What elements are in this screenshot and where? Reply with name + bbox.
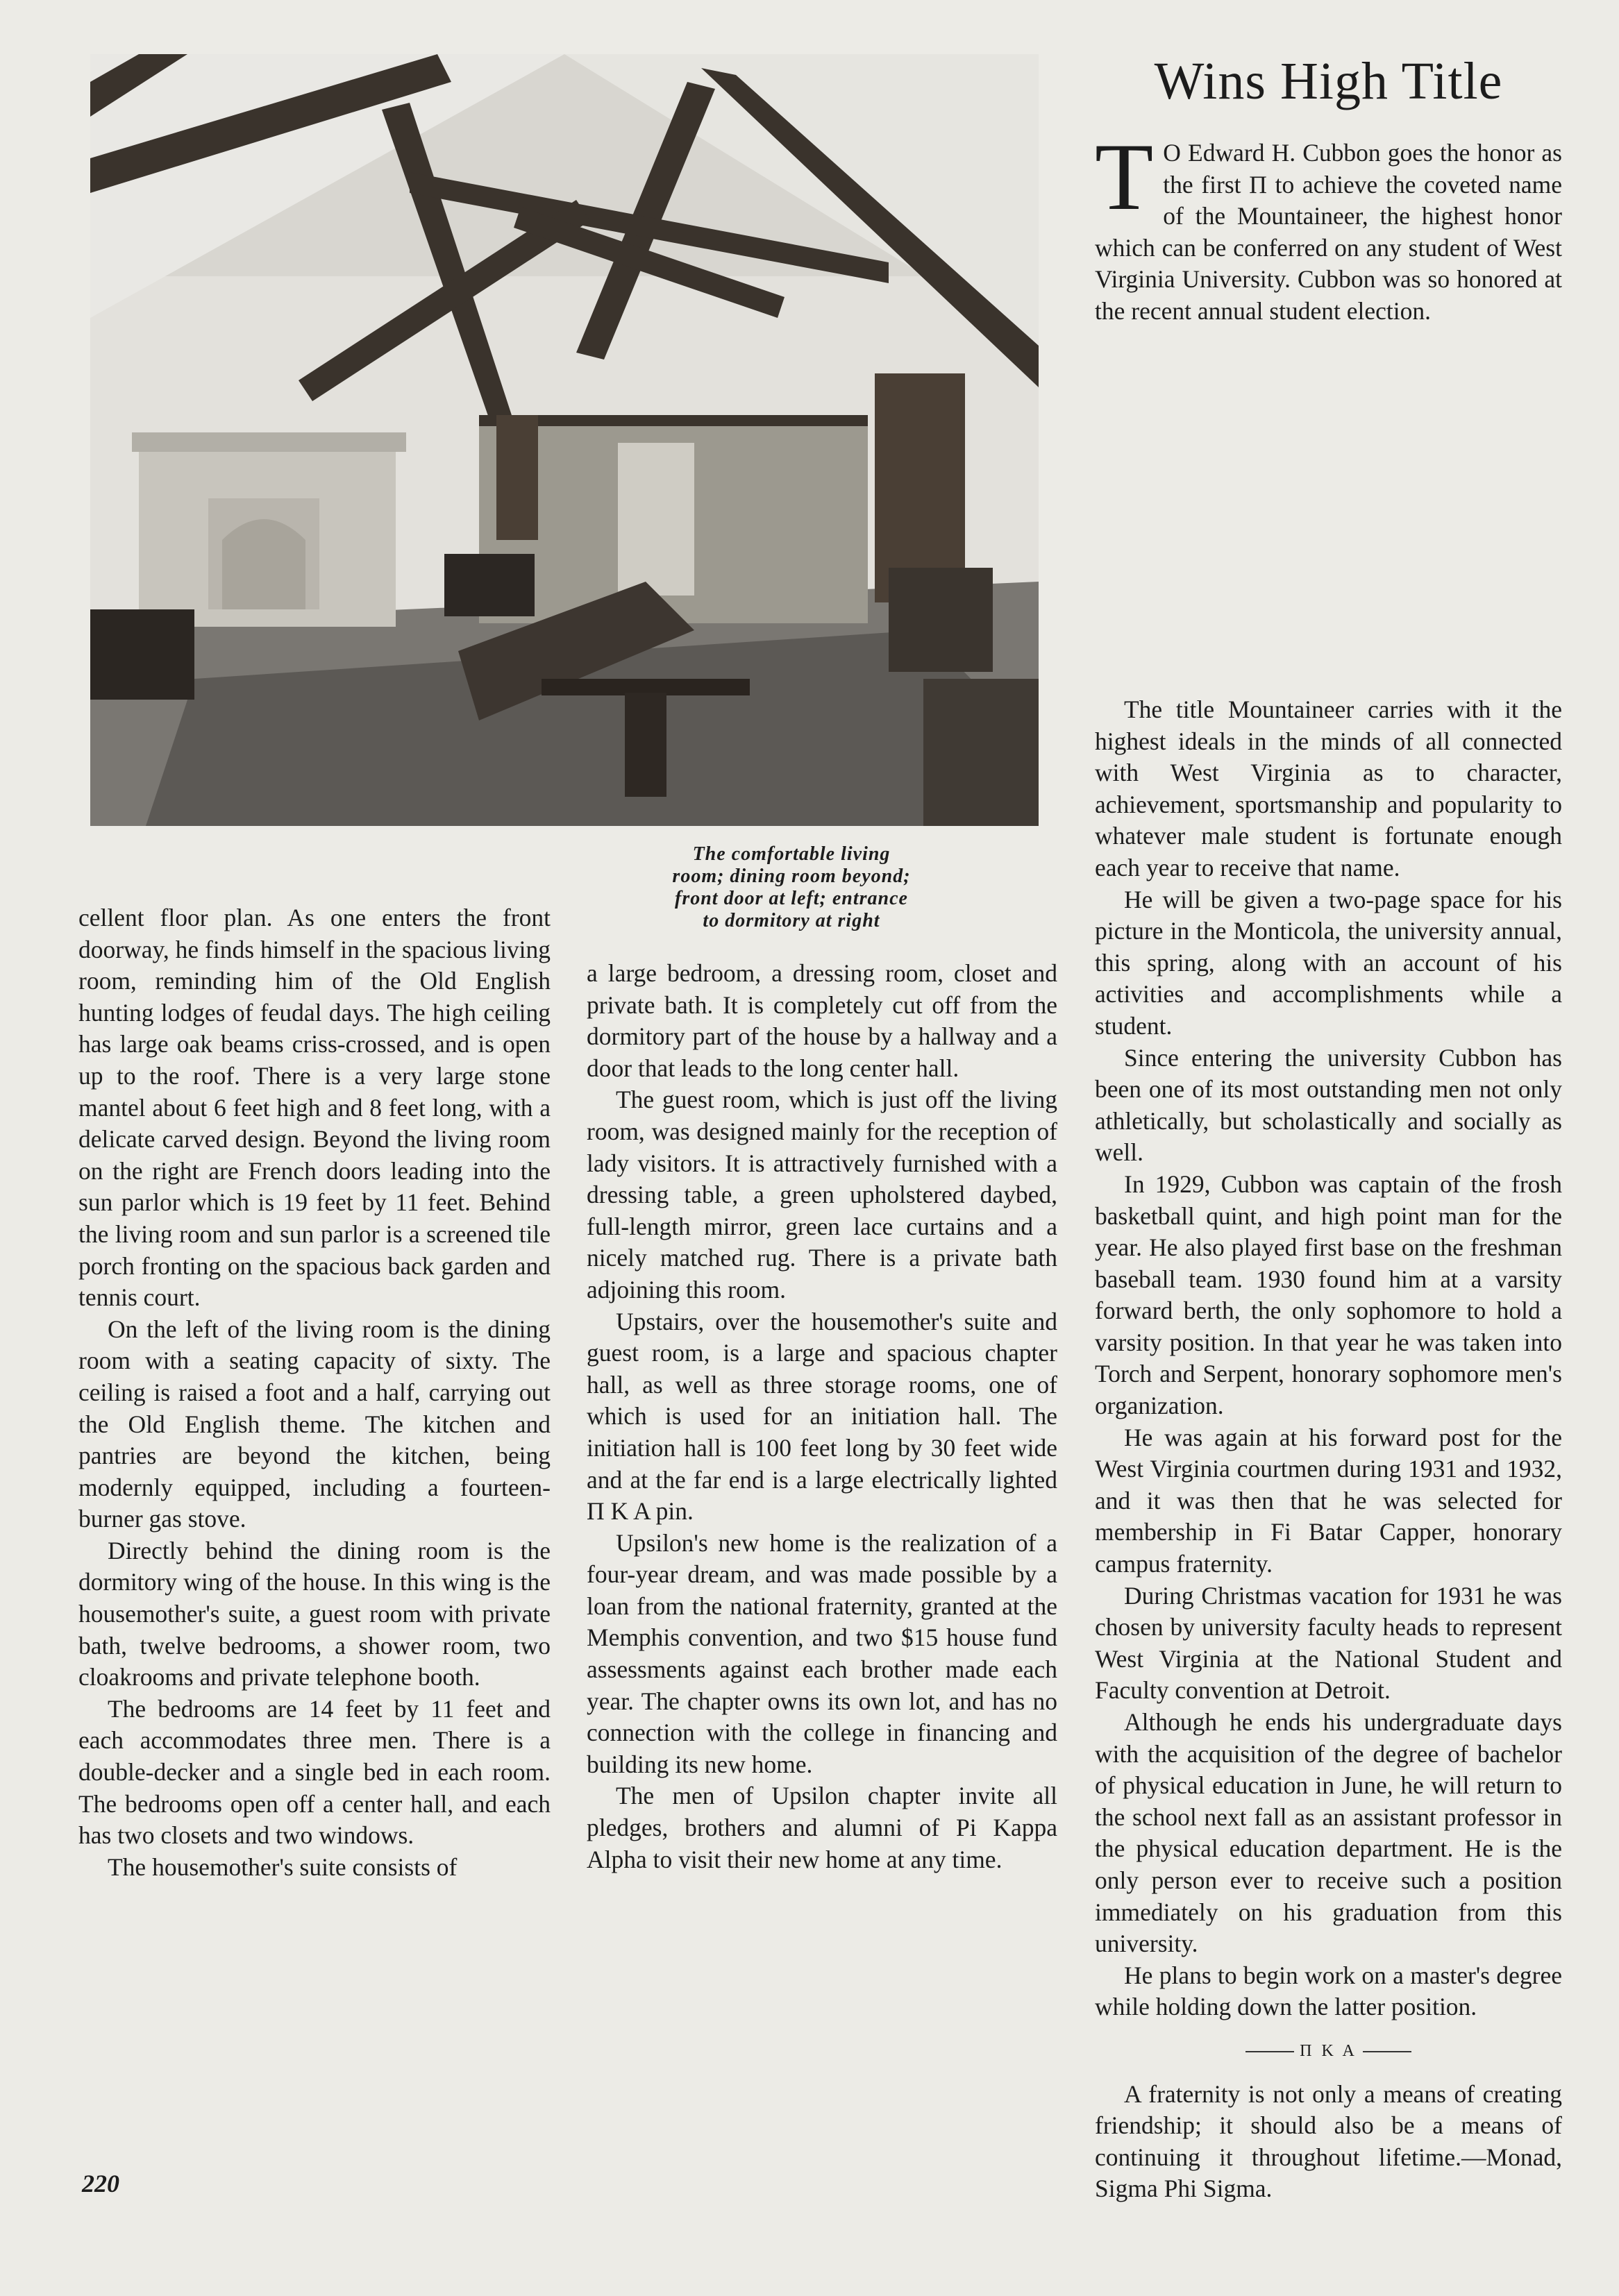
living-room-illustration bbox=[90, 54, 1039, 826]
paragraph: The bedrooms are 14 feet by 11 feet and each accommodates three men. There is a double-decker and a single bed in each room. The bedrooms open off a center hall, and each has two closets and two windows. bbox=[78, 1694, 551, 1850]
paragraph: Directly behind the dining room is the dormitory wing of the house. In this wing is the housemother's suite, a guest room with private bath, twelve bedrooms, a shower room, two cloakrooms and private telephone booth. bbox=[78, 1536, 551, 1691]
article-column-3 bbox=[1095, 694, 1562, 2205]
section-divider bbox=[1095, 2036, 1562, 2068]
divider-label: Π K A bbox=[1300, 2041, 1357, 2060]
article-column-1 bbox=[78, 902, 551, 1883]
paragraph: During Christmas vacation for 1931 he was chosen by university faculty heads to represent West Virginia at the National Student and Faculty convention at Detroit. bbox=[1095, 1581, 1562, 1705]
paragraph: The title Mountaineer carries with it the highest ideals in the minds of all connected with West Virginia as to character, achievement, sportsmanship and popularity to whatever male student is fortunate enough each year to receive that name. bbox=[1095, 695, 1562, 881]
paragraph: The housemother's suite consists of bbox=[108, 1852, 458, 1881]
article-title: Wins High Title bbox=[1154, 52, 1503, 110]
photo-caption: The comfortable living room; dining room beyond; front door at left; entrance to dormitory at right bbox=[672, 843, 911, 931]
article-intro bbox=[1095, 124, 1562, 328]
paragraph: Upstairs, over the housemother's suite and guest room, is a large and spacious chapter hall, as well as three storage rooms, one of which is used for an initiation hall. The initiation hall is 100 feet long by 30 feet wide and at the far end is a large electrically lighted Π K A pin. bbox=[587, 1307, 1057, 1526]
paragraph: Although he ends his undergraduate days with the acquisition of the degree of bachelor of physical education in June, he will return to the school next fall as an assistant professor in the physical education department. He is the only person ever to receive such a position immediately on his graduation from this university. bbox=[1095, 1708, 1562, 1958]
article-column-2 bbox=[587, 958, 1057, 1875]
paragraph: The guest room, which is just off the living room, was designed mainly for the reception of lady visitors. It is attractively furnished with a dressing table, a green upholstered daybed, full-length mirror, green lace curtains and a nicely matched rug. There is a private bath adjoining this room. bbox=[587, 1086, 1057, 1303]
paragraph: On the left of the living room is the dining room with a seating capacity of sixty. The ceiling is raised a foot and a half, carrying out the Old English theme. The kitchen and pantries are beyond the kitchen, being modernly equipped, including a fourteen-burner gas stove. bbox=[78, 1315, 551, 1533]
paragraph: In 1929, Cubbon was captain of the frosh basketball quint, and high point man for the year. He also played first base on the freshman baseball team. 1930 found him at a varsity forward berth, the only sophomore to hold a varsity position. In that year he was taken into Torch and Serpent, honorary sophomore men's organization. bbox=[1095, 1170, 1562, 1420]
paragraph: The men of Upsilon chapter invite all pledges, brothers and alumni of Pi Kappa Alpha to visit their new home at any time. bbox=[587, 1782, 1057, 1873]
page-number: 220 bbox=[82, 2170, 119, 2197]
paragraph: a large bedroom, a dressing room, closet and private bath. It is completely cut off from the dormitory part of the house by a hallway and a door that leads to the long center hall. bbox=[587, 959, 1057, 1082]
closing-quote: A fraternity is not only a means of creating friendship; it should also be a means of continuing it throughout lifetime.—Monad, Sigma Phi Sigma. bbox=[1095, 2079, 1562, 2203]
living-room-photo bbox=[90, 54, 1039, 826]
paragraph: Upsilon's new home is the realization of a four-year dream, and was made possible by a loan from the national fraternity, granted at the Memphis convention, and two $15 house fund assessments against each brother made each year. The chapter owns its own lot, and has no connection with the college in financing and building its new home. bbox=[587, 1528, 1057, 1778]
paragraph: He will be given a two-page space for his picture in the Monticola, the university annual, this spring, along with an account of his activities and accomplishments while a student. bbox=[1095, 885, 1562, 1040]
paragraph: He was again at his forward post for the West Virginia courtmen during 1931 and 1932, and it was then that he was selected for membership in Fi Batar Capper, honorary campus fraternity. bbox=[1095, 1423, 1562, 1578]
intro-text: O Edward H. Cubbon goes the honor as the first Π to achieve the coveted name of the Mountaineer, the highest honor which can be conferred on any student of West Virginia University. Cubbon was so honored at the recent annual student election. bbox=[1095, 139, 1562, 325]
paragraph: Since entering the university Cubbon has been one of its most outstanding men not only athletically, but scholastically and socially as well. bbox=[1095, 1043, 1562, 1167]
drop-cap: T bbox=[1095, 124, 1154, 230]
paragraph: He plans to begin work on a master's degree while holding down the latter position. bbox=[1095, 1961, 1562, 2021]
paragraph: cellent floor plan. As one enters the front doorway, he finds himself in the spacious living room, reminding him of the Old English hunting lodges of feudal days. The high ceiling has large oak beams criss-crossed, and is open up to the roof. There is a very large stone mantel about 6 feet high and 8 feet long, with a delicate carved design. Beyond the living room on the right are French doors leading into the sun parlor which is 19 feet by 11 feet. Behind the living room and sun parlor is a screened tile porch fronting on the spacious back garden and tennis court. bbox=[78, 904, 551, 1312]
